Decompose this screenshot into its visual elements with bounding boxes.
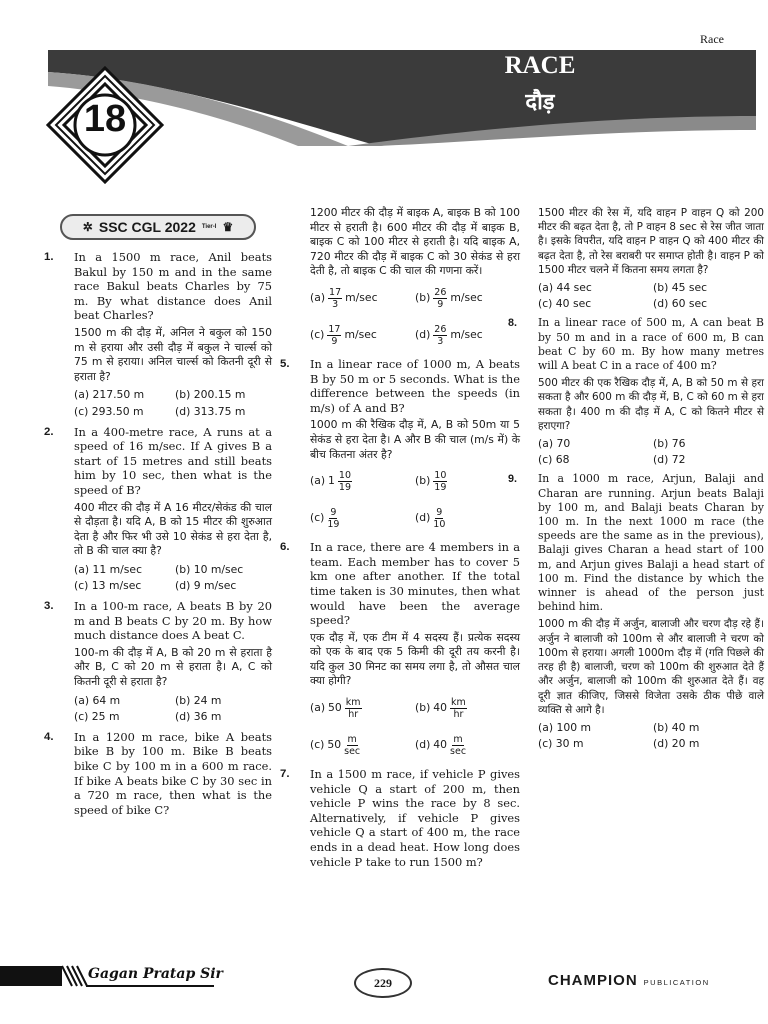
question-text-hindi: 1500 m की दौड़ में, अनिल ने बकुल को 150 m से हराया और उसी दौड़ में बकुल ने चार्ल्स को 75 m से हराया। अनिल चार्ल्स को कितनी दूरी से हराता है? [74,325,272,383]
option [415,697,520,720]
numerator: m [347,734,357,746]
fraction [433,287,447,310]
fraction [433,470,447,493]
question-text: In a 1500 m race, Anil beats Bakul by 150 m and in the same race Bakul beats Charles by 75 m. By what distance does Anil beat Charles? [74,250,272,323]
question-8 [508,316,764,468]
fraction [433,324,447,347]
question-text: In a race, there are 4 members in a team. Each member has to cover 5 km one after another. If the total time taken is 30 minutes, then what would have been the average speed? [310,540,520,628]
denominator: sec [450,746,467,758]
question-text-hindi: 1000 m की रैखिक दौड़ में, A, B को 50m या 5 सेकंड से हरा देता है। A और B की चाल (m/s में) के बीच कितना अंतर है? [310,418,520,461]
denominator: 9 [437,298,444,310]
question-6 [280,540,520,689]
option [310,507,415,530]
option: (c) 40 sec [538,297,592,311]
option: (d) 36 m [175,710,222,724]
numerator: m [453,734,463,746]
question-text-hindi: 1500 मीटर की रेस में, यदि वाहन P वाहन Q को 200 मीटर की बढ़त देता है, तो P वाहन 8 sec से रेस जीत जाता है। इसके विपरीत, यदि वाहन P वाहन Q को 400 मीटर की बढ़त देता है, तो रेस बराबरी पर समाप्त होती है। वाहन P को 1500 मीटर चलने में कितना समय लगता है? [538,207,764,276]
numerator: 26 [434,323,447,335]
question-text-hindi: 1000 m की दौड़ में अर्जुन, बालाजी और चरण दौड़ रहे हैं। अर्जुन ने बालाजी को 100m से और बालाजी ने चरण को 100m से हराया। अगली 1000m दौड़ में (गति पिछले की तरह ही है) बालाजी, चरण को 100m की शुरुआत देते हैं और अर्जुन, बालाजी को 100m की शुरुआत देते हैं। वह दूरी ज्ञात कीजिए, जिससे विजेता उसके ठीक पीछे वाले व्यक्ति से आगे है। [538,618,764,716]
option: (b) 40 m [653,720,700,734]
numerator: km [345,697,361,709]
numerator: 26 [434,286,447,298]
numerator: 9 [330,507,337,519]
option: (b) 200.15 m [175,388,246,402]
fraction [344,734,360,757]
author-name: Gagan Pratap Sir [88,966,223,982]
question-number: 9. [508,473,518,486]
question-number: 2. [44,425,54,438]
question-text: In a linear race of 1000 m, A beats B by 50 m or 5 seconds. What is the difference between the speeds (in m/s) of A and B? [310,356,520,415]
fraction [450,697,467,720]
option-unit: m/sec [450,328,483,342]
exam-tier: Tier-I [201,223,217,230]
numerator: 10 [338,470,352,482]
question-9 [508,472,764,752]
options [310,697,520,757]
denominator: 9 [331,335,338,347]
column-3 [508,206,764,756]
numerator: 9 [436,507,443,519]
page-number: 229 [354,968,412,998]
exam-name: SSC CGL 2022 [98,218,196,235]
options [74,693,272,726]
denominator: hr [348,709,359,721]
option [310,470,415,493]
option: (b) 76 [653,437,686,451]
option: (d) 20 m [653,737,700,751]
chapter-number: 18 [83,98,127,140]
chapter-title: RACE [504,52,576,79]
question-4-continued [280,206,520,347]
option-label: (b) [415,701,431,715]
option: (a) 44 sec [538,281,592,295]
option-label: (b) [415,291,431,305]
publisher-logo [548,972,710,989]
question-1 [44,250,272,421]
option: (d) 60 sec [653,297,708,311]
question-text-hindi: 500 मीटर की एक रैखिक दौड़ में, A, B को 50 m से हरा सकता है और 600 m की दौड़ में, B, C को 60 m से हरा सकता है। 400 m की दौड़ में A, C को कितने मीटर से हराएगा? [538,377,764,432]
option: (a) 217.50 m [74,388,145,402]
option: (b) 45 sec [653,281,708,295]
denominator: hr [453,709,464,721]
question-text-hindi: 400 मीटर की दौड़ में A 16 मीटर/सेकंड की चाल से दौड़ता है। यदि A, B को 15 मीटर की शुरुआत देता है और फिर भी उसे 10 सेकंड से हरा देता है, तो B की चाल क्या है? [74,500,272,558]
fraction [345,697,362,720]
fraction [327,507,339,530]
option-unit: m/sec [450,291,483,305]
denominator: 19 [338,482,352,494]
exam-tag [60,214,256,240]
options [74,562,272,595]
publisher-subtitle: PUBLICATION [643,978,710,987]
question-text: In a 1200 m race, bike A beats bike B by 100 m. Bike B beats bike C by 100 m in a 600 m race. If bike A beats bike C by 30 sec in a 720 m race, then what is the speed of bike C? [74,729,272,817]
option: (a) 64 m [74,693,121,707]
option-label: (a) [310,701,326,715]
running-head: Race [700,32,724,46]
whole-number: 50 [328,701,342,715]
option [415,324,520,347]
question-text: In a 1000 m race, Arjun, Balaji and Charan are running. Arjun beats Balaji by 100 m, and Balaji beats Charan by 100 m. In the next 1000 m race (the speeds are the same as in the previous), Balaji gives Charan a head start of 100 m, and Arjun gives Balaji a head start of 100 m. Find the distance by which the winner is ahead of the person just behind him. [538,472,764,614]
options [74,387,272,420]
question-text: In a 100-m race, A beats B by 20 m and B beats C by 20 m. By how much distance does A beat C. [74,599,272,643]
options [310,287,520,347]
option: (c) 293.50 m [74,404,144,418]
option [310,734,415,757]
star-icon: ✲ [82,219,93,234]
column-2 [280,206,520,872]
option: (c) 68 [538,453,570,467]
numerator: km [451,697,466,709]
question-4 [44,730,272,818]
options [538,720,764,752]
question-number: 6. [280,541,290,554]
option: (d) 313.75 m [175,404,246,418]
chapter-title-hindi: दौड़ [525,90,555,115]
denominator: 3 [332,298,339,310]
question-5-options [280,470,520,530]
options [310,470,520,530]
option-label: (c) [310,328,325,342]
whole-number: 1 [328,474,335,488]
option-label: (b) [415,474,431,488]
whole-number: 40 [433,701,448,715]
option-label: (c) [310,738,325,752]
option [415,507,520,530]
options [538,280,764,312]
option [415,287,520,310]
option [415,734,520,757]
column-1 [44,206,272,820]
option: (a) 11 m/sec [74,562,143,576]
question-7 [280,767,520,869]
option-label: (a) [310,291,326,305]
question-number: 3. [44,600,54,613]
publisher-name: CHAMPION [548,972,638,989]
denominator: 19 [327,519,340,531]
denominator: 19 [434,482,447,494]
numerator: 17 [328,323,341,335]
option-label: (d) [415,328,431,342]
whole-number: 50 [327,738,342,752]
option [415,470,520,493]
denominator: 10 [433,519,446,531]
option [310,697,415,720]
option: (b) 24 m [175,693,222,707]
question-5 [280,357,520,462]
option: (d) 9 m/sec [175,579,237,593]
option-label: (d) [415,738,431,752]
question-7-continued [508,206,764,312]
question-number: 8. [508,317,518,330]
whole-number: 40 [433,738,448,752]
question-text: In a 1500 m race, if vehicle P gives vehicle Q a start of 200 m, then vehicle P wins the race by 8 sec. Alternatively, if vehicle P gives vehicle Q a start of 400 m, the race ends in a dead heat. How long does vehicle P take to run 1500 m? [310,767,520,869]
fraction [328,287,342,310]
fraction [327,324,341,347]
question-number: 4. [44,730,54,743]
option-label: (a) [310,474,326,488]
question-3 [44,599,272,726]
denominator: 3 [437,335,444,347]
fraction [450,734,466,757]
option [310,287,415,310]
question-text: In a linear race of 500 m, A can beat B by 50 m and in a race of 600 m, B can beat C by 60 m. By how many metres will A beat C in a race of 400 m? [538,316,764,373]
option: (a) 70 [538,437,571,451]
option: (b) 10 m/sec [175,562,244,576]
numerator: 17 [329,286,342,298]
numerator: 10 [434,470,447,482]
option-unit: m/sec [345,291,378,305]
option: (c) 25 m [74,710,120,724]
question-6-options [280,697,520,757]
question-text-hindi: 100-m की दौड़ में A, B को 20 m से हराता है और B, C को 20 m से हराता है। A, C को कितनी दूरी से हराता है? [74,645,272,689]
option: (d) 72 [653,453,686,467]
option [310,324,415,347]
option-label: (c) [310,511,325,525]
option-unit: m/sec [344,328,377,342]
question-number: 7. [280,768,290,781]
question-number: 5. [280,357,290,370]
options [538,436,764,468]
trophy-icon: ♛ [222,219,234,234]
option: (a) 100 m [538,720,592,734]
denominator: sec [344,746,361,758]
question-text: In a 400-metre race, A runs at a speed of 16 m/sec. If A gives B a start of 15 metres and still beats him by 10 sec, then what is the speed of B? [74,424,272,497]
option-label: (d) [415,511,431,525]
question-text-hindi: एक दौड़ में, एक टीम में 4 सदस्य हैं। प्रत्येक सदस्य को एक के बाद एक 5 किमी की दूरी तय करनी है। यदि कुल 30 मिनट का समय लगा है, तो औसत चाल क्या होगी? [310,630,520,688]
fraction [433,507,445,530]
fraction [338,470,352,493]
question-text-hindi: 1200 मीटर की दौड़ में बाइक A, बाइक B को 100 मीटर से हराती है। 600 मीटर की दौड़ में बाइक B, बाइक C को 100 मीटर से हराती है। यदि बाइक A, 720 मीटर की दौड़ में बाइक C को 30 सेकंड से हरा देती है, तो बाइक C की चाल की गणना करें। [310,206,520,278]
option: (c) 13 m/sec [74,579,142,593]
question-number: 1. [44,251,54,263]
option: (c) 30 m [538,737,584,751]
question-2 [44,425,272,596]
